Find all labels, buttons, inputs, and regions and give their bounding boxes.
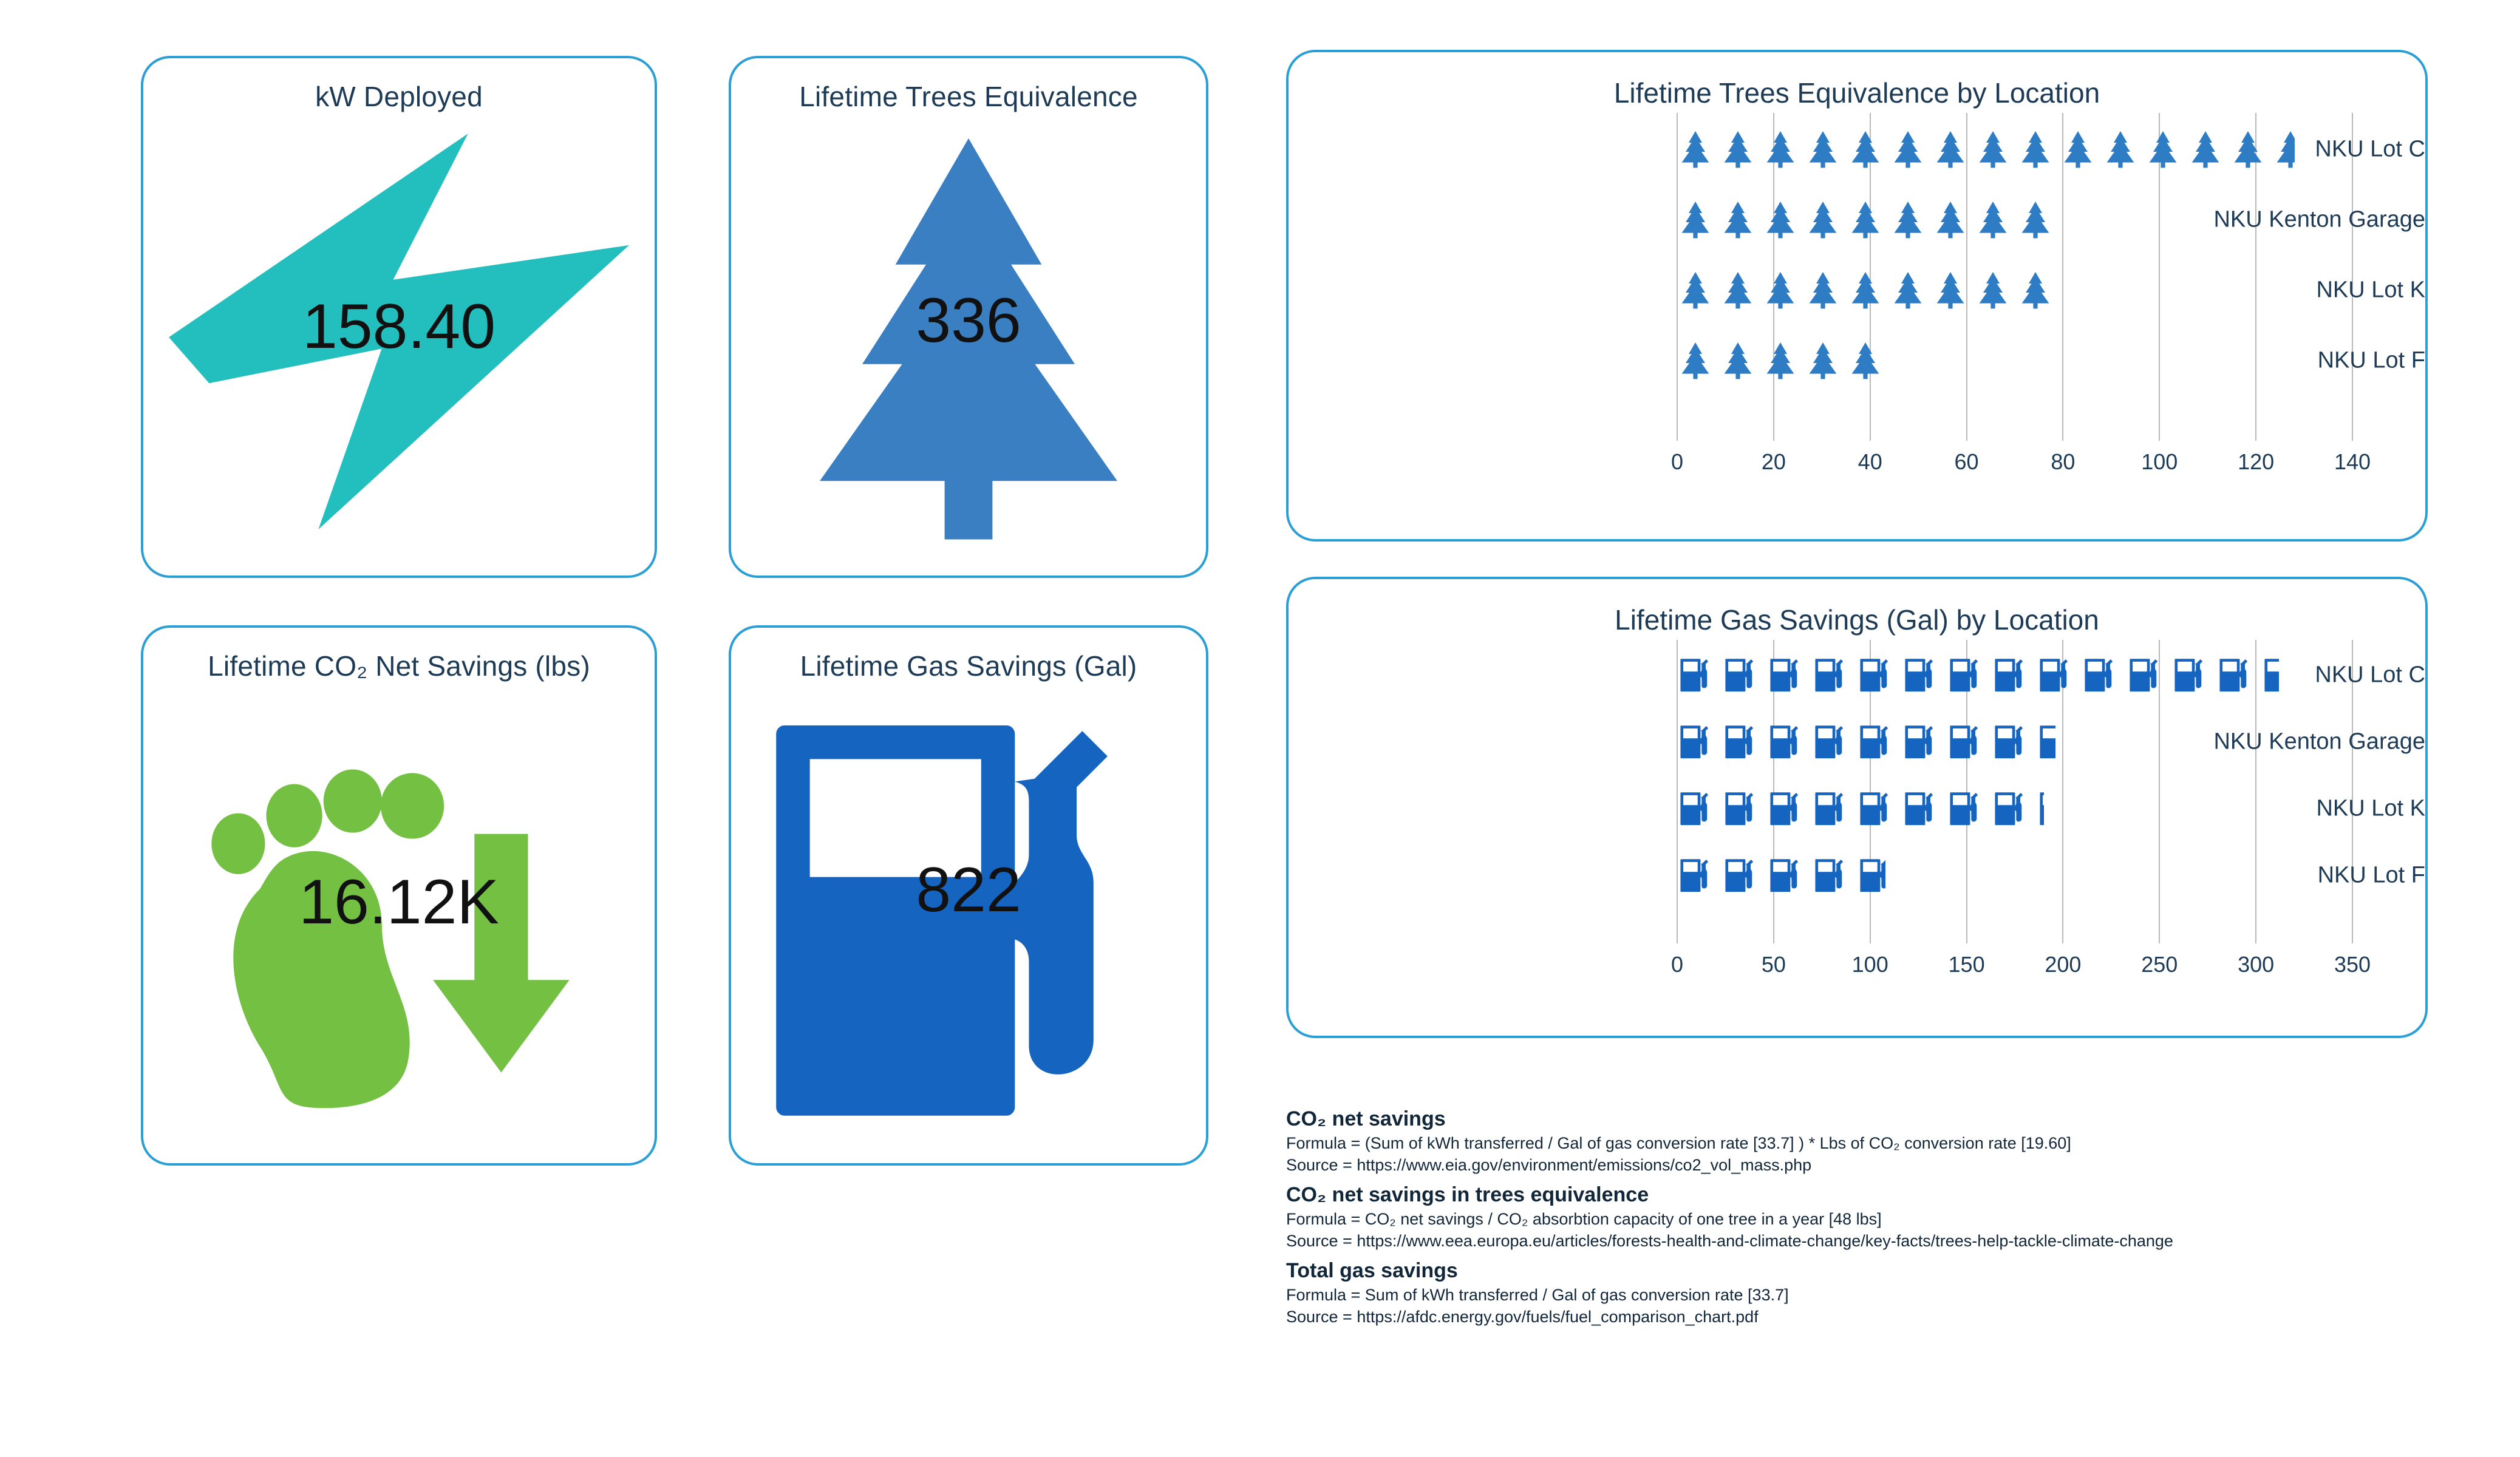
note-formula: Formula = Sum of kWh transferred / Gal of gas conversion rate [33.7] [1286, 1286, 1789, 1304]
kpi-title [143, 650, 655, 682]
note-formula: Formula = CO₂ net savings / CO₂ absorbtion capacity of one tree in a year [48 lbs] [1286, 1210, 1882, 1228]
category-label: NKU Lot F [2317, 347, 2425, 373]
note-source: Source = https://afdc.energy.gov/fuels/fuel_comparison_chart.pdf [1286, 1308, 1759, 1326]
chart-card-trees-by-location [1286, 50, 2428, 542]
category-label: NKU Kenton Garage [2213, 206, 2425, 233]
x-axis-tick-label: 50 [1761, 952, 1786, 977]
methodology-notes [1286, 1099, 2476, 1326]
pictogram-bar [1677, 786, 2044, 831]
chart-title: Lifetime Trees Equivalence by Location [1613, 77, 2100, 109]
note-source: Source = https://www.eia.gov/environment/emissions/co2_vol_mass.php [1286, 1156, 1812, 1174]
kpi-value: 336 [916, 285, 1021, 356]
x-axis-tick-label: 250 [2141, 952, 2178, 977]
kpi-title: Lifetime Gas Savings (Gal) [800, 650, 1137, 682]
kpi-card-co2-net-savings [141, 625, 657, 1166]
kpi-card-lifetime-trees [729, 56, 1208, 578]
pictogram-bar [1677, 126, 2295, 172]
category-label: NKU Lot C [2315, 662, 2425, 688]
chart-plot-area [1289, 579, 2425, 1036]
x-axis-tick-label: 100 [2141, 449, 2178, 474]
category-label: NKU Lot F [2317, 862, 2425, 888]
kpi-value: 822 [916, 855, 1021, 925]
pictogram-bar [1677, 719, 2055, 764]
x-axis-tick-label: 200 [2045, 952, 2082, 977]
x-axis-tick-label: 0 [1670, 449, 1684, 474]
chart-card-gas-by-location [1286, 577, 2428, 1038]
category-label: NKU Kenton Garage [2213, 728, 2425, 755]
category-label: NKU Lot C [2315, 136, 2425, 162]
x-axis-tick-label: 350 [2334, 952, 2371, 977]
category-label: NKU Lot K [2316, 795, 2425, 821]
pictogram-bar [1677, 338, 1880, 384]
x-axis-tick-label: 60 [1954, 449, 1979, 474]
x-axis-tick-label: 20 [1761, 449, 1786, 474]
pictogram-bar [1677, 267, 2054, 313]
pictogram-bar [1677, 197, 2063, 243]
kpi-card-lifetime-gas-savings [729, 625, 1208, 1166]
kpi-value: 16.12K [299, 867, 499, 937]
note-block [1286, 1107, 2476, 1175]
kpi-card-kw-deployed [141, 56, 657, 578]
x-axis-tick-label: 140 [2334, 449, 2371, 474]
chart-plot-area [1289, 52, 2425, 539]
kpi-value: 158.40 [302, 291, 496, 362]
note-heading: Total gas savings [1286, 1259, 1458, 1282]
note-formula: Formula = (Sum of kWh transferred / Gal of gas conversion rate [33.7] ) * Lbs of CO₂ conversion rate [19.60] [1286, 1134, 2071, 1152]
x-axis-tick-label: 100 [1851, 952, 1888, 977]
note-block [1286, 1259, 2476, 1326]
x-axis-tick-label: 120 [2238, 449, 2275, 474]
x-axis-tick-label: 150 [1948, 952, 1985, 977]
pictogram-bar [1677, 653, 2279, 698]
note-source: Source = https://www.eea.europa.eu/articles/forests-health-and-climate-change/key-facts/trees-help-tackle-climate-change [1286, 1232, 2173, 1250]
note-heading: CO₂ net savings [1286, 1107, 1446, 1130]
kpi-title: Lifetime Trees Equivalence [799, 81, 1138, 112]
kpi-title-text: Lifetime CO₂ Net Savings (lbs) [208, 650, 590, 682]
x-axis-tick-label: 0 [1670, 952, 1684, 977]
note-block [1286, 1183, 2476, 1251]
x-axis-tick-label: 40 [1858, 449, 1882, 474]
x-axis-tick-label: 80 [2051, 449, 2076, 474]
note-heading: CO₂ net savings in trees equivalence [1286, 1183, 1649, 1206]
pictogram-bar [1677, 853, 1885, 898]
kpi-title: kW Deployed [315, 81, 483, 112]
category-label: NKU Lot K [2316, 277, 2425, 303]
x-axis-tick-label: 300 [2238, 952, 2275, 977]
chart-title: Lifetime Gas Savings (Gal) by Location [1615, 604, 2099, 636]
